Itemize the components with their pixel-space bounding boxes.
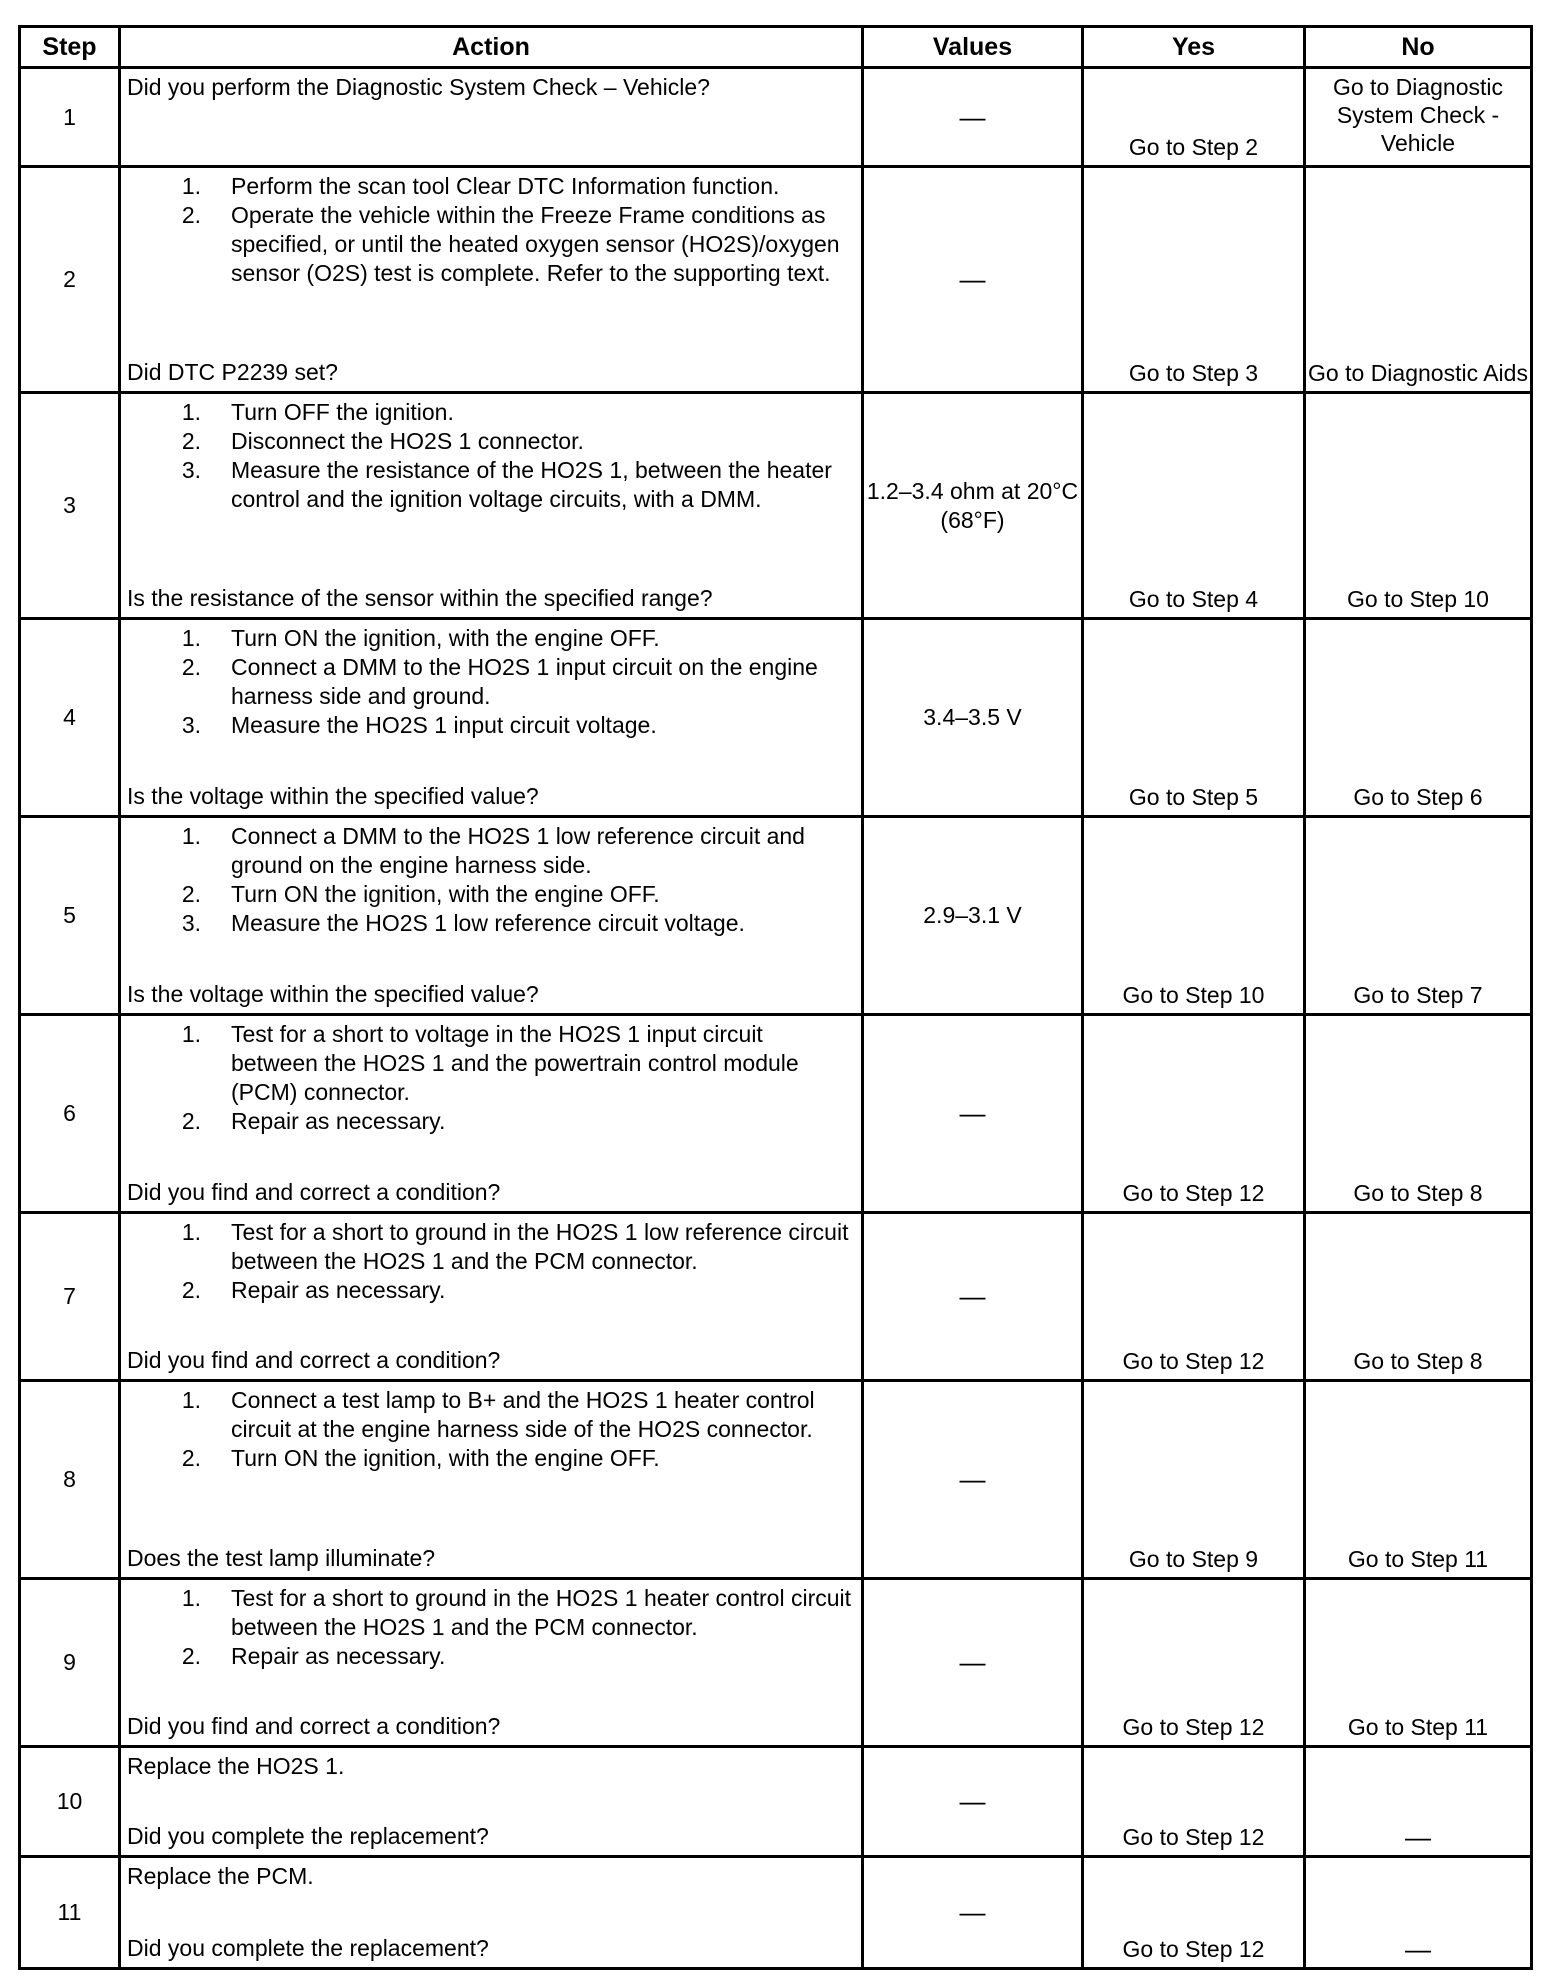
instruction-text: Connect a DMM to the HO2S 1 input circuit on the engine harness side and ground.	[231, 654, 818, 709]
step-number: 1	[20, 68, 120, 167]
action-question: Is the voltage within the specified value?	[127, 783, 539, 809]
action-cell	[120, 167, 863, 393]
instruction-item	[127, 456, 855, 514]
yes-cell: Go to Step 12	[1083, 1857, 1305, 1969]
no-cell: Go to Step 8	[1305, 1213, 1532, 1381]
instruction-text: Turn ON the ignition, with the engine OFF.	[231, 1445, 660, 1471]
instruction-item	[127, 201, 855, 288]
instruction-number: 2.	[181, 654, 201, 680]
step-number: 4	[20, 619, 120, 817]
instruction-item	[127, 909, 855, 938]
no-cell: Go to Step 10	[1305, 393, 1532, 619]
action-question: Did DTC P2239 set?	[127, 359, 338, 385]
yes-cell: Go to Step 12	[1083, 1213, 1305, 1381]
step-number: 10	[20, 1747, 120, 1857]
table-row	[20, 1579, 1532, 1747]
values-cell: —	[863, 1579, 1083, 1747]
instruction-number: 2.	[181, 1643, 201, 1669]
action-cell	[120, 1015, 863, 1213]
action-question: Did you complete the replacement?	[127, 1935, 489, 1961]
yes-cell: Go to Step 12	[1083, 1747, 1305, 1857]
instruction-item	[127, 711, 855, 740]
instruction-number: 1.	[181, 399, 201, 425]
instruction-list	[127, 1752, 855, 1781]
action-cell	[120, 1213, 863, 1381]
action-cell	[120, 817, 863, 1015]
yes-cell: Go to Step 5	[1083, 619, 1305, 817]
instruction-number: 3.	[181, 910, 201, 936]
instruction-list	[127, 1386, 855, 1473]
instruction-item	[127, 1218, 855, 1276]
yes-cell: Go to Step 12	[1083, 1015, 1305, 1213]
action-cell	[120, 1579, 863, 1747]
yes-cell: Go to Step 9	[1083, 1381, 1305, 1579]
yes-cell: Go to Step 10	[1083, 817, 1305, 1015]
table-row	[20, 1015, 1532, 1213]
instruction-number: 3.	[181, 457, 201, 483]
instruction-number: 2.	[181, 1108, 201, 1134]
instruction-number: 2.	[181, 881, 201, 907]
instruction-number: 2.	[181, 428, 201, 454]
header-step: Step	[20, 27, 120, 68]
instruction-list	[127, 1584, 855, 1671]
instruction-text: Measure the resistance of the HO2S 1, between the heater control and the ignition voltage circuits, with a DMM.	[231, 457, 832, 512]
step-number: 5	[20, 817, 120, 1015]
instruction-text: Test for a short to ground in the HO2S 1 heater control circuit between the HO2S 1 and the PCM connector.	[231, 1585, 852, 1640]
action-question: Did you find and correct a condition?	[127, 1347, 501, 1373]
instruction-text: Disconnect the HO2S 1 connector.	[231, 428, 584, 454]
instruction-item	[127, 653, 855, 711]
header-no: No	[1305, 27, 1532, 68]
instruction-item	[127, 1584, 855, 1642]
no-cell: —	[1305, 1747, 1532, 1857]
table-row	[20, 68, 1532, 167]
instruction-text: Turn OFF the ignition.	[231, 399, 454, 425]
instruction-list	[127, 822, 855, 938]
values-cell: —	[863, 1381, 1083, 1579]
step-number: 9	[20, 1579, 120, 1747]
no-cell: Go to Step 11	[1305, 1579, 1532, 1747]
instruction-number: 1.	[181, 173, 201, 199]
yes-cell: Go to Step 2	[1083, 68, 1305, 167]
instruction-text: Turn ON the ignition, with the engine OFF.	[231, 881, 660, 907]
instruction-item	[127, 427, 855, 456]
instruction-text: Test for a short to ground in the HO2S 1 low reference circuit between the HO2S 1 and the PCM connector.	[231, 1219, 849, 1274]
instruction-item	[127, 1862, 855, 1891]
values-cell: 1.2–3.4 ohm at 20°C (68°F)	[863, 393, 1083, 619]
values-cell: —	[863, 1213, 1083, 1381]
instruction-text: Operate the vehicle within the Freeze Frame conditions as specified, or until the heated oxygen sensor (HO2S)/oxygen sensor (O2S) test is complete. Refer to the supporting text.	[231, 202, 840, 286]
table-row	[20, 1213, 1532, 1381]
step-number: 11	[20, 1857, 120, 1969]
action-question: Does the test lamp illuminate?	[127, 1545, 436, 1571]
no-cell: Go to Step 6	[1305, 619, 1532, 817]
step-number: 8	[20, 1381, 120, 1579]
diagnostic-table	[18, 25, 1533, 1970]
instruction-list	[127, 398, 855, 514]
instruction-number: 3.	[181, 712, 201, 738]
step-number: 3	[20, 393, 120, 619]
instruction-item	[127, 398, 855, 427]
values-cell: —	[863, 1015, 1083, 1213]
action-cell	[120, 619, 863, 817]
no-cell: Go to Step 8	[1305, 1015, 1532, 1213]
instruction-item	[127, 624, 855, 653]
action-cell	[120, 1747, 863, 1857]
instruction-text: Measure the HO2S 1 input circuit voltage.	[231, 712, 657, 738]
instruction-text: Turn ON the ignition, with the engine OFF.	[231, 625, 660, 651]
header-values: Values	[863, 27, 1083, 68]
instruction-number: 1.	[181, 1387, 201, 1413]
instruction-text: Repair as necessary.	[231, 1277, 446, 1303]
yes-cell: Go to Step 4	[1083, 393, 1305, 619]
instruction-number: 1.	[181, 1021, 201, 1047]
action-question: Did you complete the replacement?	[127, 1823, 489, 1849]
action-cell	[120, 393, 863, 619]
instruction-text: Test for a short to voltage in the HO2S 1 input circuit between the HO2S 1 and the powertrain control module (PCM) connector.	[231, 1021, 799, 1105]
action-question: Did you find and correct a condition?	[127, 1179, 501, 1205]
header-row	[20, 27, 1532, 68]
instruction-list	[127, 624, 855, 740]
instruction-list	[127, 172, 855, 288]
action-cell	[120, 1381, 863, 1579]
instruction-text: Repair as necessary.	[231, 1108, 446, 1134]
instruction-item	[127, 1020, 855, 1107]
instruction-text: Repair as necessary.	[231, 1643, 446, 1669]
values-cell: —	[863, 1747, 1083, 1857]
instruction-list	[127, 1862, 855, 1891]
instruction-text: Measure the HO2S 1 low reference circuit voltage.	[231, 910, 745, 936]
no-cell: Go to Diagnostic System Check - Vehicle	[1305, 68, 1532, 167]
table-row	[20, 167, 1532, 393]
instruction-number: 2.	[181, 202, 201, 228]
instruction-number: 2.	[181, 1445, 201, 1471]
action-question: Is the resistance of the sensor within the specified range?	[127, 585, 713, 611]
yes-cell: Go to Step 12	[1083, 1579, 1305, 1747]
instruction-item	[127, 1386, 855, 1444]
instruction-number: 2.	[181, 1277, 201, 1303]
instruction-list	[127, 1218, 855, 1305]
action-question: Did you perform the Diagnostic System Check – Vehicle?	[127, 74, 710, 100]
action-cell	[120, 1857, 863, 1969]
yes-cell: Go to Step 3	[1083, 167, 1305, 393]
instruction-number: 1.	[181, 823, 201, 849]
step-number: 2	[20, 167, 120, 393]
values-cell: 3.4–3.5 V	[863, 619, 1083, 817]
step-number: 7	[20, 1213, 120, 1381]
instruction-item	[127, 1276, 855, 1305]
values-cell: —	[863, 167, 1083, 393]
no-cell: Go to Step 7	[1305, 817, 1532, 1015]
no-cell: Go to Step 11	[1305, 1381, 1532, 1579]
instruction-number: 1.	[181, 1219, 201, 1245]
action-question: Did you find and correct a condition?	[127, 1713, 501, 1739]
instruction-item	[127, 1752, 855, 1781]
instruction-item	[127, 1444, 855, 1473]
values-cell: —	[863, 68, 1083, 167]
instruction-item	[127, 172, 855, 201]
action-question: Is the voltage within the specified value?	[127, 981, 539, 1007]
table-body	[20, 68, 1532, 1969]
no-cell: Go to Diagnostic Aids	[1305, 167, 1532, 393]
instruction-item	[127, 1642, 855, 1671]
values-cell: 2.9–3.1 V	[863, 817, 1083, 1015]
instruction-text: Connect a test lamp to B+ and the HO2S 1 heater control circuit at the engine harness side of the HO2S connector.	[231, 1387, 815, 1442]
instruction-text: Connect a DMM to the HO2S 1 low reference circuit and ground on the engine harness side.	[231, 823, 805, 878]
table-row	[20, 619, 1532, 817]
step-number: 6	[20, 1015, 120, 1213]
header-yes: Yes	[1083, 27, 1305, 68]
table-row	[20, 393, 1532, 619]
instruction-text: Replace the PCM.	[127, 1863, 314, 1889]
no-cell: —	[1305, 1857, 1532, 1969]
instruction-item	[127, 880, 855, 909]
instruction-item	[127, 1107, 855, 1136]
header-action: Action	[120, 27, 863, 68]
instruction-item	[127, 822, 855, 880]
values-cell: —	[863, 1857, 1083, 1969]
table-row	[20, 1747, 1532, 1857]
table-row	[20, 1381, 1532, 1579]
table-row	[20, 1857, 1532, 1969]
instruction-text: Perform the scan tool Clear DTC Information function.	[231, 173, 780, 199]
action-cell	[120, 68, 863, 167]
instruction-text: Replace the HO2S 1.	[127, 1753, 345, 1779]
instruction-number: 1.	[181, 1585, 201, 1611]
instruction-number: 1.	[181, 625, 201, 651]
instruction-list	[127, 1020, 855, 1136]
table-row	[20, 817, 1532, 1015]
